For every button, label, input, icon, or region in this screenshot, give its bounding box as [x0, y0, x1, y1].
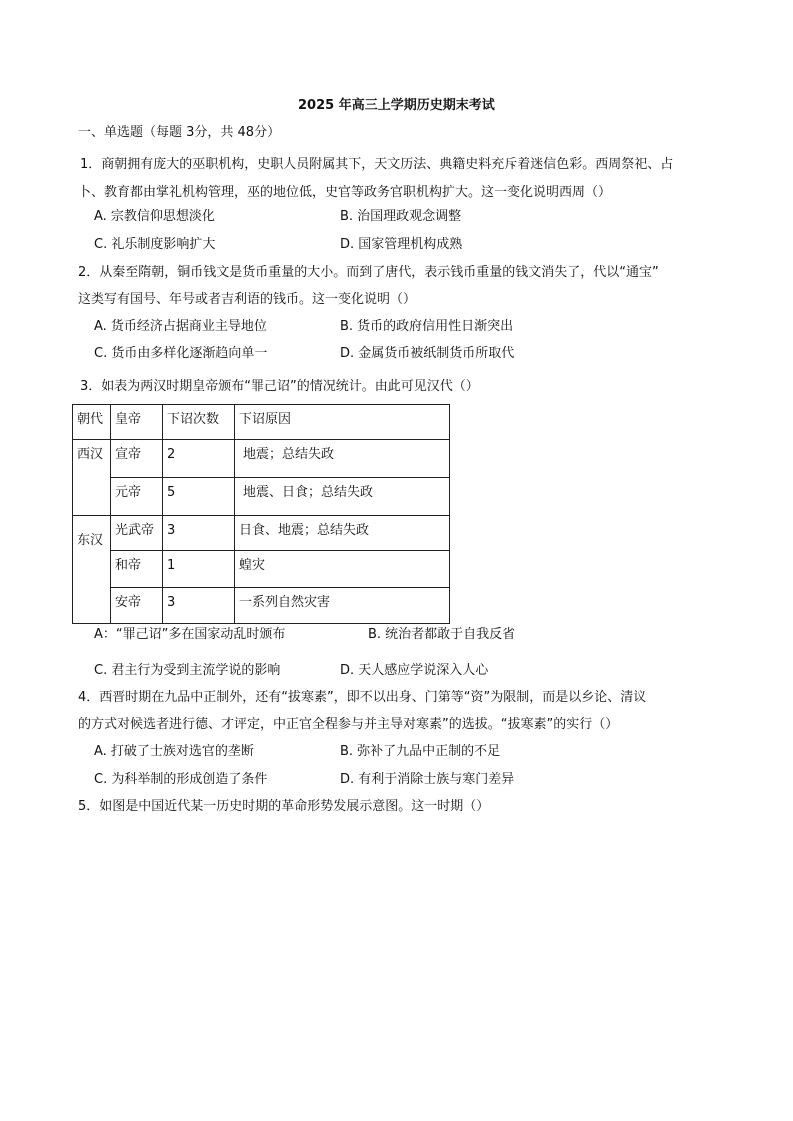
question-2-option-c[interactable]: C. 货币由多样化逐渐趋向单一 — [94, 346, 268, 361]
question-1-option-b[interactable]: B. 治国理政观念调整 — [340, 209, 462, 224]
question-2-option-a[interactable]: A. 货币经济占据商业主导地位 — [94, 319, 267, 334]
section-title: 一、单选题（每题 3分，共 48分） — [78, 125, 281, 140]
table-cell-reason: 地震、日食；总结失政 — [235, 478, 450, 516]
table-cell-count: 3 — [163, 588, 235, 624]
table-cell-emperor: 元帝 — [111, 478, 163, 516]
table-cell-reason: 蝗灾 — [235, 551, 450, 588]
edict-table — [72, 404, 450, 624]
table-cell-emperor: 和帝 — [111, 551, 163, 588]
question-4-stem-line2: 的方式对候选者进行德、才评定，中正官全程参与并主导对寒素”的选拔。“拔寒素”的实行（） — [78, 717, 619, 732]
question-4-option-b[interactable]: B. 弥补了九品中正制的不足 — [340, 744, 501, 759]
question-4-option-c[interactable]: C. 为科举制的形成创造了条件 — [94, 772, 268, 787]
question-4-option-a[interactable]: A. 打破了士族对选官的垄断 — [94, 744, 254, 759]
question-1-option-a[interactable]: A. 宗教信仰思想淡化 — [94, 209, 215, 224]
table-cell-emperor: 光武帝 — [111, 516, 163, 551]
table-cell-count: 3 — [163, 516, 235, 551]
question-2-option-b[interactable]: B. 货币的政府信用性日渐突出 — [340, 319, 514, 334]
table-cell-reason: 日食、地震；总结失政 — [235, 516, 450, 551]
exam-title: 2025 年高三上学期历史期末考试 — [298, 98, 495, 113]
table-cell-dynasty: 西汉 — [73, 440, 111, 516]
table-cell-reason: 地震；总结失政 — [235, 440, 450, 478]
table-cell-emperor: 安帝 — [111, 588, 163, 624]
table-cell-reason: 一系列自然灾害 — [235, 588, 450, 624]
question-2-stem-line1: 2．从秦至隋朝，铜币钱文是货币重量的大小。而到了唐代，表示钱币重量的钱文消失了，代以“通宝” — [78, 265, 659, 280]
question-5-stem-line1: 5．如图是中国近代某一历史时期的革命形势发展示意图。这一时期（） — [78, 799, 490, 814]
question-4-option-d[interactable]: D. 有利于消除士族与寒门差异 — [340, 772, 515, 787]
question-3-option-c[interactable]: C. 君主行为受到主流学说的影响 — [94, 663, 281, 678]
table-header-emperor: 皇帝 — [111, 405, 163, 440]
question-1-option-c[interactable]: C. 礼乐制度影响扩大 — [94, 237, 216, 252]
table-cell-count: 2 — [163, 440, 235, 478]
question-3-option-b[interactable]: B. 统治者都敢于自我反省 — [368, 627, 516, 642]
question-4-stem-line1: 4．西晋时期在九品中正制外，还有“拔寒素”，即不以出身、门第等“资”为限制，而是以乡论、清议 — [78, 690, 647, 705]
question-3-option-d[interactable]: D. 天人感应学说深入人心 — [340, 663, 489, 678]
question-1-option-d[interactable]: D. 国家管理机构成熟 — [340, 237, 463, 252]
table-header-reason: 下诏原因 — [235, 405, 450, 440]
table-cell-count: 1 — [163, 551, 235, 588]
table-cell-count: 5 — [163, 478, 235, 516]
question-1-stem-line1: 1．商朝拥有庞大的巫职机构，史职人员附属其下，天文历法、典籍史料充斥着迷信色彩。西周祭祀、占 — [80, 157, 674, 172]
question-2-stem-line2: 这类写有国号、年号或者吉利语的钱币。这一变化说明（） — [78, 292, 417, 307]
table-header-count: 下诏次数 — [163, 405, 235, 440]
question-1-stem-line2: 卜、教育都由掌礼机构管理，巫的地位低，史官等政务官职机构扩大。这一变化说明西周（） — [78, 185, 612, 200]
table-cell-emperor: 宣帝 — [111, 440, 163, 478]
question-3-stem-line1: 3．如表为两汉时期皇帝颁布“罪己诏”的情况统计。由此可见汉代（） — [80, 379, 479, 394]
table-header-dynasty: 朝代 — [73, 405, 111, 440]
question-3-option-a[interactable]: A：“罪己诏”多在国家动乱时颁布 — [94, 627, 286, 642]
question-2-option-d[interactable]: D. 金属货币被纸制货币所取代 — [340, 346, 515, 361]
table-cell-dynasty: 东汉 — [73, 516, 111, 624]
